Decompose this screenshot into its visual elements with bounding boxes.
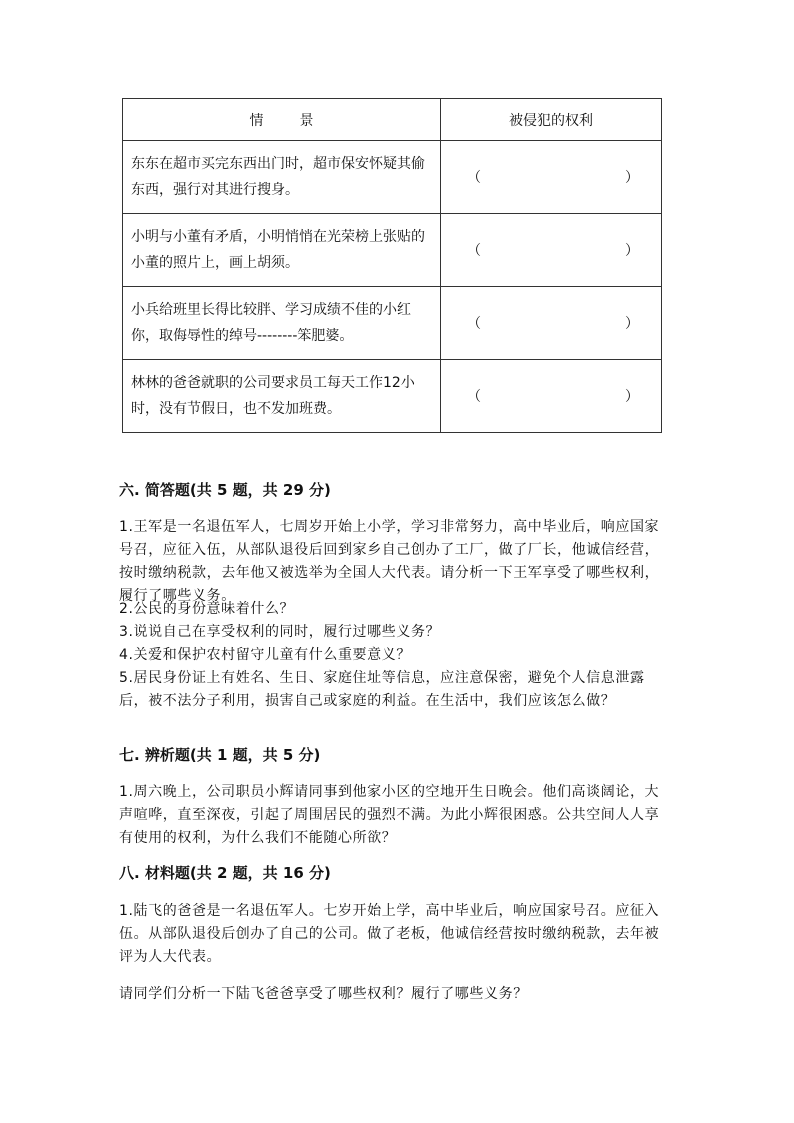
section-7-title: 七. 辨析题(共 1 题，共 5 分): [119, 746, 321, 764]
section-6-q3: 3.说说自己在享受权利的同时，履行过哪些义务？: [119, 624, 441, 640]
section-6-q4: 4.关爱和保护农村留守儿童有什么重要意义？: [119, 647, 411, 663]
scene-cell: 小明与小董有矛盾，小明悄悄在光荣榜上张贴的小董的照片上，画上胡须。: [123, 214, 441, 287]
section-8-title: 八. 材料题(共 2 题，共 16 分): [119, 864, 331, 882]
table-row: [123, 141, 662, 214]
close-paren: ）: [625, 389, 639, 405]
close-paren: ）: [625, 316, 639, 332]
table-row: [123, 287, 662, 360]
section-7-q1: 1.周六晚上，公司职员小辉请同事到他家小区的空地开生日晚会。他们高谈阔论，大声喧哗，直至深夜，引起了周围居民的强烈不满。为此小辉很困惑。公共空间人人享有使用的权利，为什么我们不能随心所欲？: [119, 784, 660, 846]
table-row: [123, 360, 662, 433]
scene-cell: 林林的爸爸就职的公司要求员工每天工作12小时，没有节假日，也不发加班费。: [123, 360, 441, 433]
header-scene: 情景: [123, 99, 441, 141]
section-8-q1-prompt: 请同学们分析一下陆飞爸爸享受了哪些权利？履行了哪些义务？: [119, 986, 528, 1002]
section-6-q1: 1.王军是一名退伍军人，七周岁开始上小学，学习非常努力，高中毕业后，响应国家号召，应征入伍，从部队退役后回到家乡自己创办了工厂，做了厂长，他诚信经营，按时缴纳税款，去年他又被选举为全国人大代表。请分析一下王军享受了哪些权利，履行了哪些义务。: [119, 519, 660, 604]
answer-cell[interactable]: [441, 214, 662, 287]
section-6-q2: 2.公民的身份意味着什么？: [119, 601, 295, 617]
section-6-title: 六. 简答题(共 5 题，共 29 分): [119, 481, 331, 499]
close-paren: ）: [625, 170, 639, 186]
answer-cell[interactable]: [441, 360, 662, 433]
section-6-q5: 5.居民身份证上有姓名、生日、家庭住址等信息，应注意保密，避免个人信息泄露后，被不法分子利用，损害自己或家庭的利益。在生活中，我们应该怎么做？: [119, 670, 645, 709]
scene-cell: 小兵给班里长得比较胖、学习成绩不佳的小红你，取侮辱性的绰号--------笨肥婆。: [123, 287, 441, 360]
open-paren: （: [467, 243, 481, 259]
answer-cell[interactable]: [441, 287, 662, 360]
rights-table: [122, 98, 662, 433]
table-header-row: [123, 99, 662, 141]
header-right: 被侵犯的权利: [441, 99, 662, 141]
answer-cell[interactable]: [441, 141, 662, 214]
close-paren: ）: [625, 243, 639, 259]
open-paren: （: [467, 389, 481, 405]
table-row: [123, 214, 662, 287]
open-paren: （: [467, 316, 481, 332]
scene-cell: 东东在超市买完东西出门时，超市保安怀疑其偷东西，强行对其进行搜身。: [123, 141, 441, 214]
open-paren: （: [467, 170, 481, 186]
section-8-q1: 1.陆飞的爸爸是一名退伍军人。七岁开始上学，高中毕业后，响应国家号召。应征入伍。从部队退役后创办了自己的公司。做了老板，他诚信经营按时缴纳税款，去年被评为人大代表。: [119, 903, 660, 965]
